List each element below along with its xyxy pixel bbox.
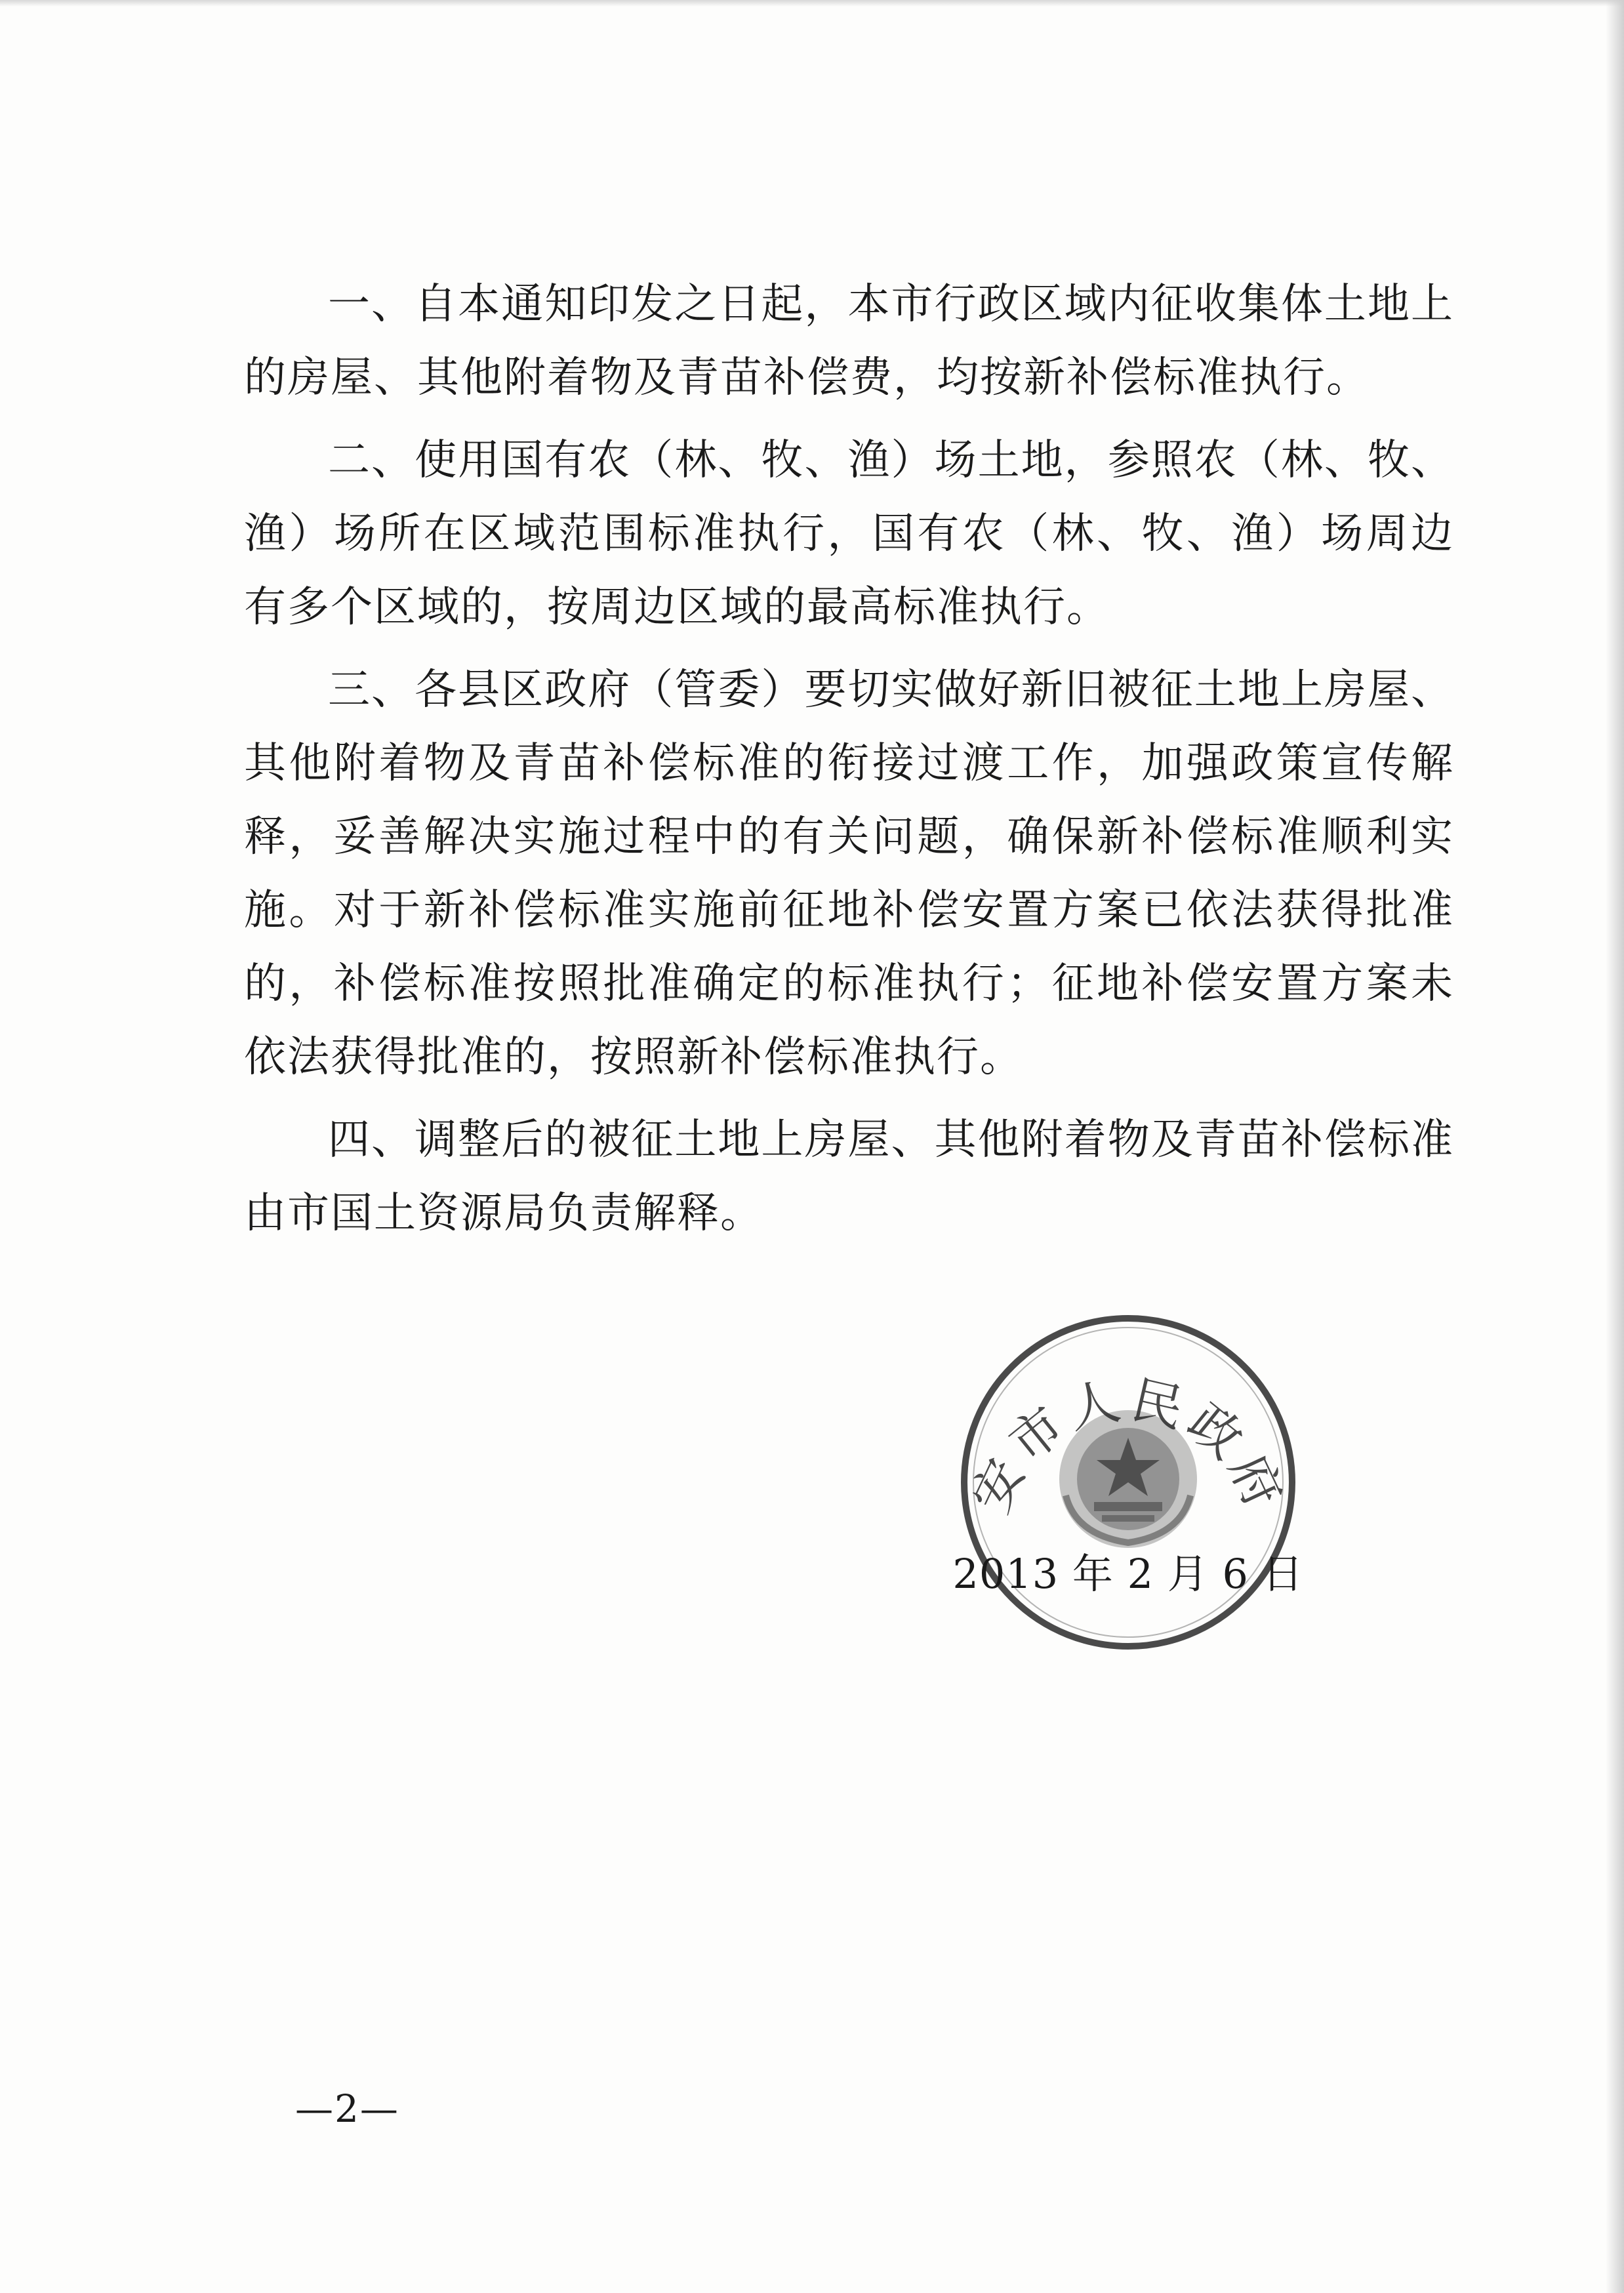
seal-text: 安市人民政府	[961, 1370, 1295, 1522]
paragraph-3: 三、各县区政府（管委）要切实做好新旧被征土地上房屋、其他附着物及青苗补偿标准的衔接过渡工作，加强政策宣传解释，妥善解决实施过程中的有关问题，确保新补偿标准顺利实施。对于新补偿标准实施前征地补偿安置方案已依法获得批准的，补偿标准按照批准确定的标准执行；征地补偿安置方案未依法获得批准的，按照新补偿标准执行。	[244, 666, 1454, 1082]
paragraph-4: 四、调整后的被征土地上房屋、其他附着物及青苗补偿标准由市国土资源局负责解释。	[244, 1116, 1454, 1238]
paragraph-2: 二、使用国有农（林、牧、渔）场土地，参照农（林、牧、渔）场所在区域范围标准执行，国有农（林、牧、渔）场周边有多个区域的，按周边区域的最高标准执行。	[244, 436, 1454, 632]
scan-edge-top	[0, 0, 1624, 7]
official-seal	[944, 1299, 1312, 1666]
document-body	[244, 268, 1454, 1250]
document-date: 2013 年 2 月 6 日	[952, 1550, 1304, 1598]
national-emblem-icon	[1059, 1410, 1197, 1548]
paragraph-1: 一、自本通知印发之日起，本市行政区域内征收集体土地上的房屋、其他附着物及青苗补偿费，均按新补偿标准执行。	[244, 280, 1454, 402]
page-number: —2—	[295, 2086, 399, 2131]
scan-edge-right	[1606, 0, 1624, 2293]
